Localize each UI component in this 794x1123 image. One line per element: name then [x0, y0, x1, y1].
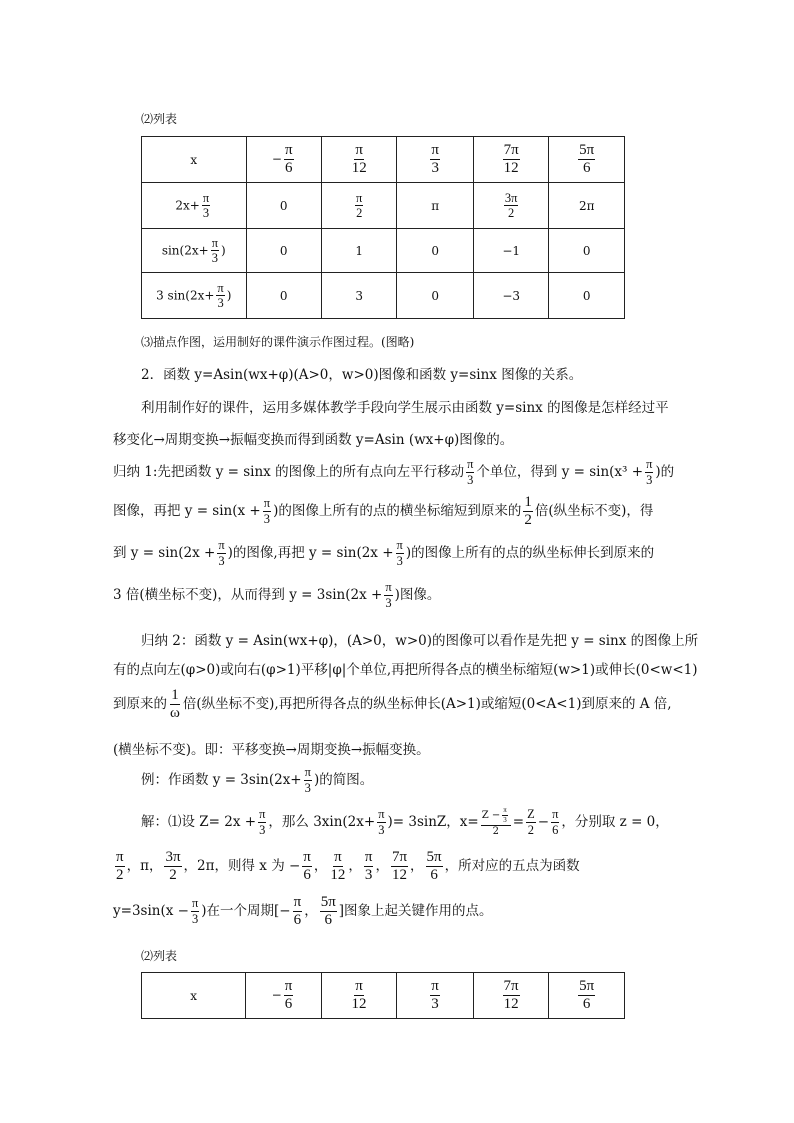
- header-pi-12: $\frac{\pi}{12}$: [321, 137, 397, 183]
- header-5pi-6: $\frac{5\pi}{6}$: [549, 973, 625, 1019]
- header-x: x: [142, 137, 247, 183]
- cell: −1: [473, 229, 549, 273]
- z-fraction: Z − $\frac{\pi}{3}$ 2: [481, 807, 511, 837]
- cell: 0: [397, 229, 473, 273]
- value-table-2: [141, 972, 625, 1019]
- g2-line2: 有的点向左(φ>0)或向右(φ>1)平移|φ|个单位,再把所得各点的横坐标缩短(w>1)或伸长(0<w<1): [113, 662, 698, 678]
- header-pi-3: $\frac{\pi}{3}$: [397, 137, 473, 183]
- header-5pi-6: $\frac{5\pi}{6}$: [549, 137, 625, 183]
- row-label-3sin: 3 sin(2x+ $\frac{\pi}{3}$ ): [142, 273, 247, 319]
- cell: 0: [549, 273, 625, 319]
- g1-line3: 到 y = sin(2x + $\frac{\pi}{3}$ )的图像,再把 y = sin(2x + $\frac{\pi}{3}$ )的图像上所有的点的纵坐标伸长到原来的: [113, 538, 655, 568]
- cell: 2π: [549, 183, 625, 229]
- cell: 0: [246, 183, 321, 229]
- row-label-sin: sin(2x+ $\frac{\pi}{3}$ ): [142, 229, 247, 273]
- g2-line4: (横坐标不变)。即：平移变换→周期变换→振幅变换。: [113, 742, 430, 758]
- cell: 3: [321, 273, 397, 319]
- cell: $\frac{3\pi}{2}$: [473, 183, 549, 229]
- g1-line2: 图像，再把 y = sin(x + $\frac{\pi}{3}$ )的图像上所有的点的横坐标缩短到原来的 1 2 倍(纵坐标不变)，得: [113, 493, 654, 528]
- row-label-2x-pi3: 2x+ $\frac{\pi}{3}$: [142, 183, 247, 229]
- cell: 1: [321, 229, 397, 273]
- header-x: x: [142, 973, 246, 1019]
- section-draw: ⑶描点作图，运用制好的课件演示作图过程。(图略): [141, 335, 415, 349]
- header-7pi-12: $\frac{7\pi}{12}$: [473, 137, 549, 183]
- g1-line1: 归纳 1:先把函数 y = sinx 的图像上的所有点向左平行移动 π 3 个单位，得到 y = sin(x³ + $\frac{\pi}{3}$ )的: [113, 457, 675, 487]
- cell: $\frac{\pi}{2}$: [321, 183, 397, 229]
- solution-line3: y=3sin(x − $\frac{\pi}{3}$ )在一个周期[− $\frac{\pi}{6}$ ， 5π 6 ]图象上起关键作用的点。: [113, 893, 493, 928]
- header-pi-3: $\frac{\pi}{3}$: [397, 973, 474, 1019]
- solution-line1: 解：⑴设 Z= 2x + $\frac{\pi}{3}$ ，那么 3xin(2x+ $\frac{\pi}{3}$ )= 3sinZ，x= Z − $\frac{\pi}{3}$ 2 = $\frac{Z}{2}$ − $\frac{\pi}{6}$ ，分别取 z = 0，: [141, 806, 669, 837]
- value-table-1: [141, 136, 625, 319]
- header-neg-pi-6: − $\frac{\pi}{6}$: [246, 973, 322, 1019]
- cell: π: [397, 183, 473, 229]
- g2-line1: 归纳 2：函数 y = Asin(wx+φ)，(A>0，w>0)的图像可以看作是先把 y = sinx 的图像上所: [141, 633, 699, 649]
- g1-line4: 3 倍(横坐标不变)，从而得到 y = 3sin(2x + $\frac{\pi}{3}$ )图像。: [113, 580, 441, 610]
- solution-line2: π 2 ，π， 3π 2 ，2π，则得 x 为 − $\frac{\pi}{6}$ ， π 12 ， π 3 ， 7π 12 ， 5π 6 ，所对应的五点为函数: [116, 848, 580, 883]
- g2-line3: 到原来的 1 ω 倍(纵坐标不变),再把所得各点的纵坐标伸长(A>1)或缩短(0<A<1)到原来的 A 倍,: [113, 686, 672, 721]
- header-neg-pi-6: − $\frac{\pi}{6}$: [246, 137, 321, 183]
- para1-line2: 移变化→周期变换→振幅变换而得到函数 y=Asin (wx+φ)图像的。: [113, 432, 514, 448]
- cell: 0: [549, 229, 625, 273]
- section-list-label: ⑵列表: [141, 112, 178, 126]
- item-2-heading: 2．函数 y=Asin(wx+φ)(A>0，w>0)图像和函数 y=sinx 图像的关系。: [141, 367, 583, 383]
- cell: 0: [246, 273, 321, 319]
- cell: 0: [397, 273, 473, 319]
- cell: 0: [246, 229, 321, 273]
- section-list-label-2: ⑵列表: [141, 949, 178, 963]
- example-line: 例：作函数 y = 3sin(2x+ $\frac{\pi}{3}$ )的简图。: [141, 765, 374, 795]
- header-pi-12: $\frac{\pi}{12}$: [321, 973, 397, 1019]
- cell: −3: [473, 273, 549, 319]
- para1-line1: 利用制作好的课件，运用多媒体教学手段向学生展示由函数 y=sinx 的图像是怎样经过平: [141, 400, 669, 416]
- header-7pi-12: $\frac{7\pi}{12}$: [473, 973, 549, 1019]
